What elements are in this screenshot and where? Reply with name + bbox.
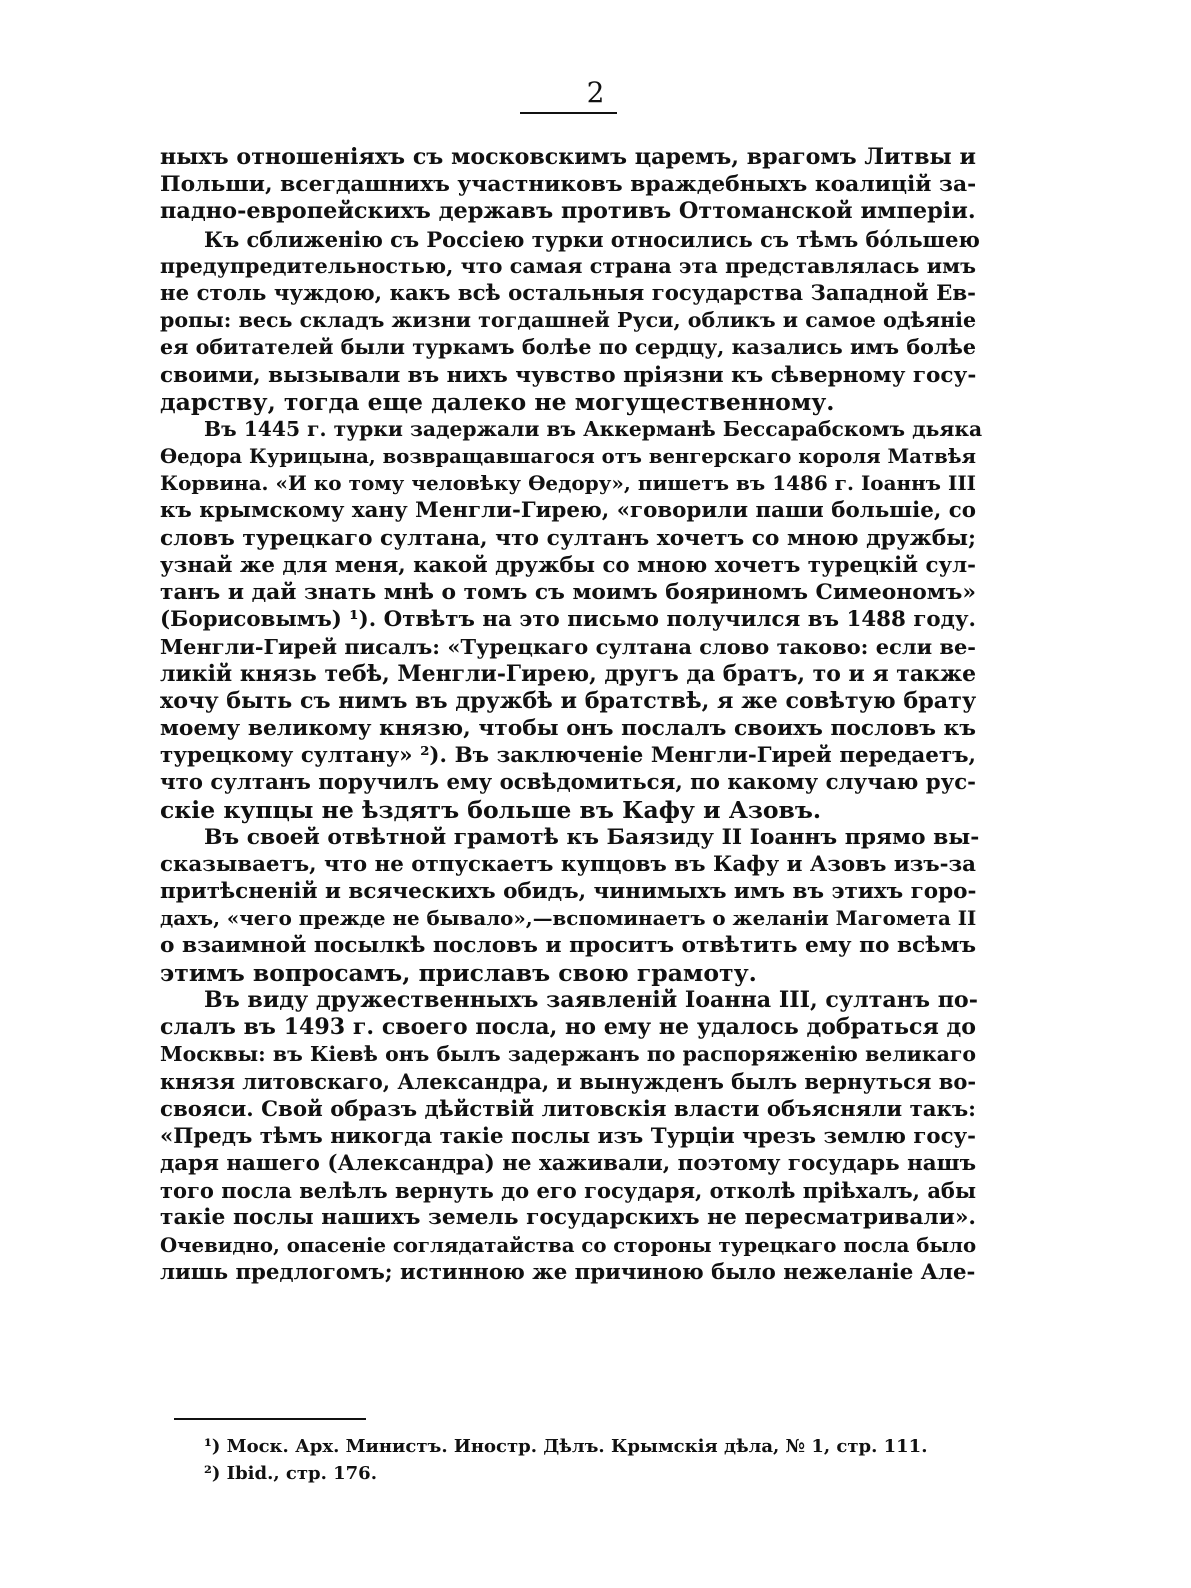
text-line: танъ и дай знать мнѣ о томъ съ моимъ бояриномъ Симеономъ» (160, 580, 976, 605)
text-line: Очевидно, опасеніе соглядатайства со стороны турецкаго посла было (160, 1233, 977, 1257)
text-line: Ѳедора Курицына, возвращавшагося отъ венгерскаго короля Матвѣя (160, 445, 976, 469)
text-line: не столь чуждою, какъ всѣ остальныя государства Западной Ев- (160, 280, 976, 306)
text-line: ея обитателей были туркамъ болѣе по сердцу, казались имъ болѣе (160, 335, 976, 360)
text-line: Польши, всегдашнихъ участниковъ враждебныхъ коалицій за- (160, 172, 977, 198)
text-line: ныхъ отношеніяхъ съ московскимъ царемъ, врагомъ Литвы и (160, 144, 976, 170)
text-line: своими, вызывали въ нихъ чувство пріязни къ сѣверному госу- (160, 362, 977, 388)
text-line: лишь предлогомъ; истинною же причиною было нежеланіе Але- (160, 1259, 976, 1285)
paragraph (160, 144, 976, 226)
text-line: хочу быть съ нимъ въ дружбѣ и братствѣ, я же совѣтую брату (160, 687, 977, 714)
text-line: узнай же для меня, какой дружбы со мною хочетъ турецкій сул- (160, 552, 976, 578)
text-line: скіе купцы не ѣздятъ больше въ Кафу и Азовъ. (160, 795, 822, 824)
footnotes (204, 1433, 964, 1487)
text-line: Къ сближенію съ Россіею турки относились съ тѣмъ бо́льшею (204, 226, 980, 252)
text-line: турецкому султану» ²). Въ заключеніе Менгли-Гирей передаетъ, (160, 743, 976, 769)
text-line: слалъ въ 1493 г. своего посла, но ему не удалось добраться до (160, 1014, 976, 1040)
text-line: предупредительностью, что самая страна эта представлялась имъ (160, 253, 976, 278)
text-line: Корвина. «И ко тому человѣку Ѳедору», пишетъ въ 1486 г. Іоаннъ III (160, 471, 976, 496)
text-line: Менгли-Гирей писалъ: «Турецкаго султана слово таково: если ве- (160, 634, 976, 660)
page-number: 2 (586, 76, 605, 109)
text-line: Въ виду дружественныхъ заявленій Іоанна III, султанъ по- (204, 986, 978, 1013)
text-line: словъ турецкаго султана, что султанъ хочетъ со мною дружбы; (160, 525, 976, 551)
text-line: падно-европейскихъ державъ противъ Оттоманской имперіи. (160, 198, 976, 225)
text-line: даря нашего (Александра) не хаживали, поэтому государь нашъ (160, 1150, 976, 1176)
page-number-rule (520, 112, 617, 114)
text-line: о взаимной посылкѣ пословъ и проситъ отвѣтить ему по всѣмъ (160, 933, 976, 959)
body-text (160, 144, 983, 1286)
text-line: дахъ, «чего прежде не бывало»,—вспоминаетъ о желаніи Магомета II (160, 906, 977, 931)
text-line: Москвы: въ Кіевѣ онъ былъ задержанъ по распоряженію великаго (160, 1042, 976, 1067)
text-line: того посла велѣлъ вернуть до его государя, отколѣ пріѣхалъ, абы (160, 1178, 976, 1204)
paragraph (160, 226, 980, 416)
text-line: ликій князь тебѣ, Менгли-Гирею, другъ да братъ, то и я также (160, 660, 977, 687)
footnote: ²) Ibid., стр. 176. (204, 1463, 377, 1484)
text-line: къ крымскому хану Менгли-Гирею, «говорили паши большіе, со (160, 498, 976, 524)
text-line: свояси. Свой образъ дѣйствій литовскія власти объясняли такъ: (160, 1096, 976, 1122)
text-line: князя литовскаго, Александра, и вынужденъ былъ вернуться во- (160, 1069, 977, 1095)
footnote-rule (174, 1418, 366, 1420)
text-line: что султанъ поручилъ ему освѣдомиться, по какому случаю рус- (160, 770, 976, 796)
text-line: дарству, тогда еще далеко не могущественному. (160, 387, 835, 416)
text-line: (Борисовымъ) ¹). Отвѣтъ на это письмо получился въ 1488 году. (160, 607, 976, 633)
text-line: этимъ вопросамъ, приславъ свою грамоту. (160, 958, 757, 987)
paragraph (160, 824, 980, 987)
footnote: ¹) Моск. Арх. Министъ. Иностр. Дѣлъ. Крымскія дѣла, № 1, стр. 111. (204, 1436, 928, 1457)
text-line: такіе послы нашихъ земель государскихъ не пересматривали». (160, 1205, 976, 1231)
text-line: притѣсненій и всяческихъ обидъ, чинимыхъ имъ въ этихъ горо- (160, 879, 977, 905)
paragraph (160, 987, 976, 1286)
text-line: моему великому князю, чтобы онъ послалъ своихъ пословъ къ (160, 715, 976, 741)
text-line: сказываетъ, что не отпускаетъ купцовъ въ Кафу и Азовъ изъ-за (160, 851, 976, 877)
text-line: «Предъ тѣмъ никогда такіе послы изъ Турціи чрезъ землю госу- (160, 1123, 976, 1149)
text-line: ропы: весь складъ жизни тогдашней Руси, обликъ и самое одѣяніе (160, 308, 977, 333)
paragraph (160, 416, 983, 824)
text-line: Въ своей отвѣтной грамотѣ къ Баязиду II Іоаннъ прямо вы- (204, 824, 980, 850)
text-line: Въ 1445 г. турки задержали въ Аккерманѣ Бессарабскомъ дьяка (204, 416, 983, 441)
